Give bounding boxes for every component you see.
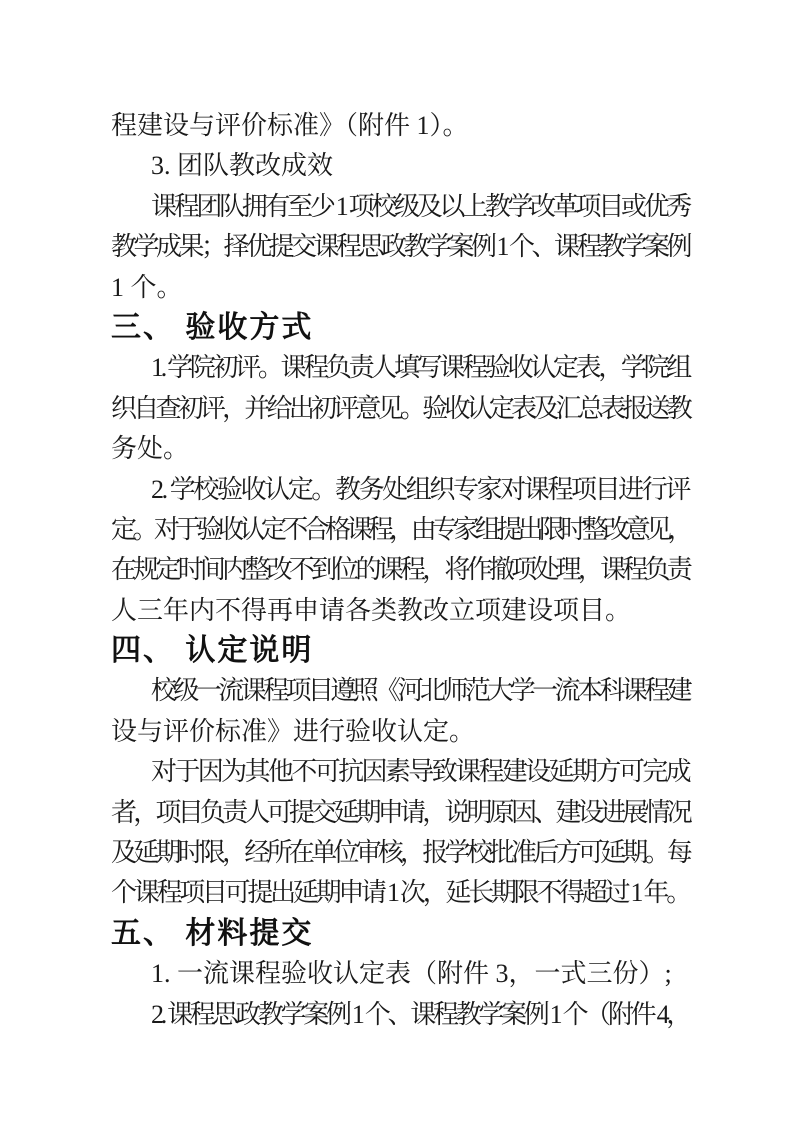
heading-determination-notes	[111, 631, 689, 671]
text-line	[111, 510, 689, 550]
text-line	[111, 550, 689, 590]
line-text: 织自查初评，并给出初评意见。验收认定表及汇总表报送教	[111, 393, 689, 423]
text-line	[111, 752, 689, 792]
line-text: 个课程项目可提出延期申请 1 次，延长期限不得超过 1 年。	[111, 878, 689, 908]
text-line	[111, 389, 689, 429]
text-line	[111, 227, 689, 267]
line-text: 2. 学校验收认定。教务处组织专家对课程项目进行评	[151, 474, 689, 504]
line-text: 者，项目负责人可提交延期申请，说明原因、建设进展情况	[111, 797, 689, 827]
heading-text: 三、 验收方式	[111, 310, 314, 344]
heading-text: 四、 认定说明	[111, 634, 314, 668]
line-text: 教学成果；择优提交课程思政教学案例 1 个、课程教学案例	[111, 232, 689, 262]
text-line	[111, 873, 689, 913]
text-line	[111, 833, 689, 873]
line-text: 3. 团队教改成效	[151, 151, 334, 181]
line-text: 及延期时限，经所在单位审核，报学校批准后方可延期。每	[111, 838, 689, 868]
heading-text: 五、 材料提交	[111, 916, 314, 950]
text-line-numbered-item	[111, 954, 689, 994]
text-line	[111, 106, 689, 146]
line-text: 1 个。	[111, 272, 183, 302]
text-line	[111, 712, 689, 752]
heading-material-submission	[111, 914, 689, 954]
text-line	[111, 793, 689, 833]
text-line	[111, 268, 689, 308]
line-text: 定。对于验收认定不合格课程，由专家组提出限时整改意见，	[111, 514, 689, 544]
line-text: 在规定时间内整改不到位的课程，将作撤项处理，课程负责	[111, 555, 689, 585]
line-text: 程建设与评价标准》（附件 1）。	[111, 111, 469, 140]
line-text: 1. 一流课程验收认定表（附件 3，一式三份）;	[151, 959, 672, 989]
text-line-numbered-item	[111, 470, 689, 510]
line-text: 对于因为其他不可抗因素导致课程建设延期方可完成	[151, 757, 689, 787]
text-line-numbered-item	[111, 146, 689, 186]
text-line	[111, 591, 689, 631]
text-line	[111, 671, 689, 711]
text-line-numbered-item	[111, 995, 689, 1035]
line-text: 人三年内不得再申请各类教改立项建设项目。	[111, 595, 632, 625]
line-text: 校级一流课程项目遵照《河北师范大学一流本科课程建	[151, 676, 689, 706]
heading-acceptance-method	[111, 308, 689, 348]
document-text-block	[111, 106, 689, 1035]
line-text: 设与评价标准》进行验收认定。	[111, 716, 476, 746]
text-line	[111, 187, 689, 227]
line-text: 课程团队拥有至少 1 项校级及以上教学改革项目或优秀	[151, 191, 689, 221]
text-line-numbered-item	[111, 348, 689, 388]
text-line	[111, 429, 689, 469]
line-text: 2. 课程思政教学案例 1 个、课程教学案例 1 个（附件 4，	[151, 999, 689, 1029]
line-text: 1. 学院初评。课程负责人填写课程验收认定表，学院组	[151, 353, 689, 383]
line-text: 务处。	[111, 434, 190, 464]
